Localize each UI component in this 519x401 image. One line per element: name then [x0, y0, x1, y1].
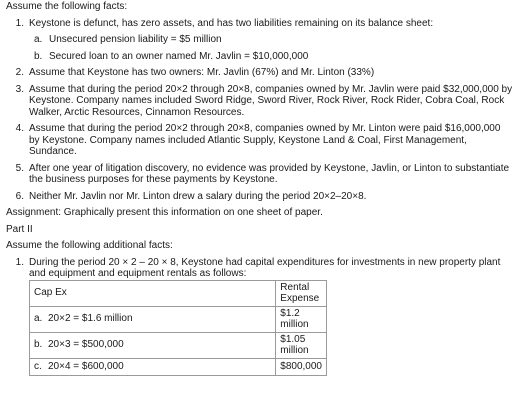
list-item: [6, 191, 513, 203]
capex-cell: [30, 332, 276, 358]
item-text: During the period 20 × 2 – 20 × 8, Keystone had capital expenditures for investments in new property plant and equipment and equipment rentals as follows:: [29, 256, 501, 279]
rental-cell: $800,000: [276, 358, 327, 375]
item-text: Assume that during the period 20×2 through 20×8, companies owned by Mr. Linton were paid $16,000,000 by Keystone. Company names included Atlantic Supply, Keystone Land & Coal, First Management, Sundance.: [29, 123, 501, 157]
column-header-capex: Cap Ex: [30, 280, 276, 306]
list-item: [6, 163, 513, 186]
capex-value: 20×3 = $500,000: [48, 339, 124, 351]
capex-table: [29, 280, 327, 376]
item-number: 2.: [15, 67, 24, 78]
table-header-row: [30, 280, 327, 306]
section-title: Part II: [6, 223, 33, 235]
list-item: [6, 67, 513, 79]
item-text: Neither Mr. Javlin nor Mr. Linton drew a salary during the period 20×2–20×8.: [29, 190, 367, 202]
item-letter: a.: [34, 34, 43, 45]
list-item: [6, 34, 513, 46]
rental-cell: $1.2 million: [276, 306, 327, 332]
list-item: [6, 123, 513, 158]
item-number: 3.: [15, 83, 24, 95]
list-item: [6, 18, 513, 30]
table-row: [30, 358, 327, 375]
item-number: 1.: [15, 17, 24, 29]
table-row: [30, 332, 327, 358]
item-text: After one year of litigation discovery, no evidence was provided by Keystone, Javlin, or Linton to substantiate the business purposes for these payments by Keystone.: [29, 162, 510, 185]
row-letter: b.: [34, 339, 43, 351]
capex-cell: [30, 306, 276, 332]
list-item: [6, 257, 513, 280]
item-text: Assume that Keystone has two owners: Mr. Javlin (67%) and Mr. Linton (33%): [29, 67, 375, 78]
row-letter: a.: [34, 313, 43, 325]
capex-value: 20×4 = $600,000: [48, 360, 124, 372]
rental-cell: $1.05 million: [276, 332, 327, 358]
assignment-text: Assignment: Graphically present this information on one sheet of paper.: [6, 207, 323, 218]
section-intro: Assume the following additional facts:: [6, 240, 173, 251]
row-letter: c.: [34, 360, 42, 372]
intro-text: Assume the following facts:: [6, 1, 128, 12]
item-text: Assume that during the period 20×2 through 20×8, companies owned by Mr. Javlin were paid $32,000,000 by Keystone. Company names included Sword Ridge, Sword River, Rock River, Rock Rider, Cobra Coal, Rock Walker, Arctic Resources, Cinnamon Resources.: [29, 83, 513, 118]
item-number: 6.: [15, 190, 24, 202]
item-number: 5.: [15, 162, 24, 174]
item-letter: b.: [34, 50, 43, 62]
column-header-rental: Rental Expense: [276, 280, 327, 306]
capex-value: 20×2 = $1.6 million: [48, 313, 133, 325]
item-text: Secured loan to an owner named Mr. Javlin = $10,000,000: [49, 50, 309, 62]
capex-cell: [30, 358, 276, 375]
item-text: Unsecured pension liability = $5 million: [49, 34, 222, 45]
table-row: [30, 306, 327, 332]
facts-list: [6, 18, 513, 203]
item-number: 4.: [15, 123, 24, 134]
list-item: [6, 84, 513, 119]
item-number: 1.: [15, 256, 24, 268]
list-item: [6, 51, 513, 63]
item-text: Keystone is defunct, has zero assets, and has two liabilities remaining on its balance sheet:: [29, 17, 434, 29]
